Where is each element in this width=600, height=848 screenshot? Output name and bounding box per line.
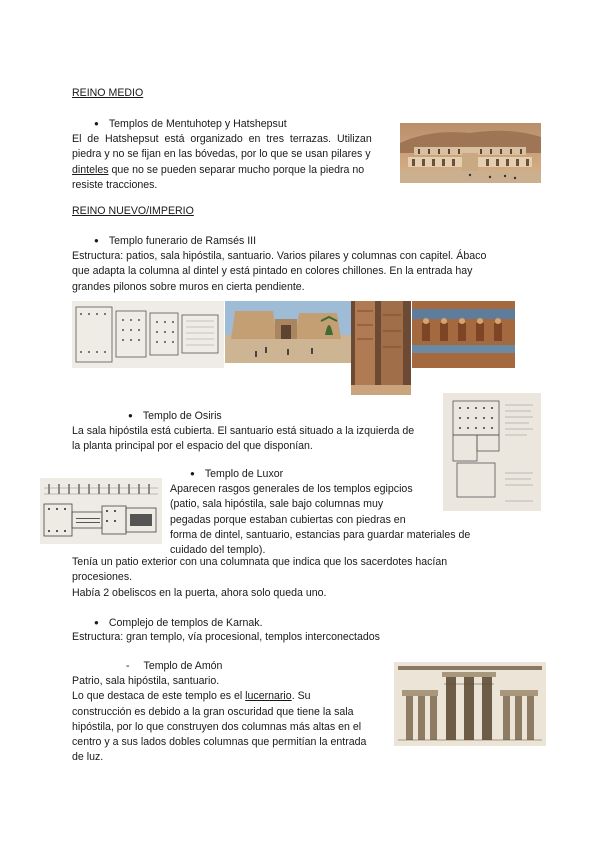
- text-line: Había 2 obeliscos en la puerta, ahora solo queda uno.: [72, 586, 327, 599]
- text-line: piedra y no se fijan en las bóvedas, por lo que se usan pilares y: [72, 148, 371, 161]
- text-fragment: Lo que destaca de este templo es el: [72, 690, 246, 703]
- bullet-mentuhotep-hatshepsut: [94, 117, 287, 132]
- text-line: Estructura: gran templo, vía procesional, templos interconectados: [72, 631, 380, 643]
- ramses-plan-drawing: [72, 301, 224, 368]
- dash-item-amon: [126, 659, 222, 674]
- bullet-luxor: [190, 467, 283, 482]
- paragraph-ramses: [72, 249, 542, 295]
- text-line: pegadas porque estaban cubiertas con piedras en: [170, 513, 406, 526]
- text-line: centro y a sus lados dobles columnas que permitían la entrada: [72, 736, 367, 749]
- bullet-label: Templo funerario de Ramsés III: [108, 235, 257, 247]
- text-line: cuidado del templo).: [170, 544, 266, 557]
- karnak-hypostyle-drawing: [394, 662, 546, 746]
- paragraph-luxor: [72, 555, 542, 601]
- text-line: (patio, sala hipóstila, sale bajo columnas muy: [170, 498, 384, 511]
- paragraph-karnak: [72, 630, 542, 645]
- text-line: la planta principal por el espacio del que disponían.: [72, 440, 313, 453]
- text-line: El de Hatshepsut está organizado en tres terrazas. Utilizan: [72, 133, 372, 145]
- text-fragment: . Su: [291, 690, 311, 703]
- text-line: que adapta la columna al dintel y está pintado en colores chillones. En la entrada hay: [72, 265, 473, 278]
- text-line: resiste tracciones.: [72, 178, 158, 191]
- text-line: Aparecen rasgos generales de los templos egipcios: [170, 483, 413, 495]
- dash-label: Templo de Amón: [143, 660, 223, 672]
- hatshepsut-temple-photo: [400, 123, 541, 183]
- heading-reino-nuevo: REINO NUEVO/IMPERIO: [72, 205, 194, 217]
- text-line: procesiones.: [72, 571, 133, 584]
- text-line: Patrio, sala hipóstila, santuario.: [72, 675, 220, 687]
- heading-reino-medio: REINO MEDIO: [72, 87, 144, 99]
- painted-columns-photo: [351, 301, 411, 395]
- bullet-karnak: [94, 616, 263, 631]
- bullet-ramses: [94, 234, 256, 249]
- bullet-label: Templo de Luxor: [204, 468, 284, 480]
- paragraph-hatshepsut: [72, 132, 392, 193]
- bullet-label: Templos de Mentuhotep y Hatshepsut: [108, 118, 287, 130]
- underlined-term-lucernario: lucernario: [245, 690, 292, 703]
- medinet-habu-pylon-photo: [225, 301, 351, 363]
- text-line: de luz.: [72, 751, 104, 764]
- paragraph-amon: [72, 674, 392, 766]
- paragraph-luxor-indented: [170, 482, 500, 558]
- text-line: construcción es debido a la gran oscuridad que tiene la sala: [72, 705, 354, 718]
- text-fragment: que no se pueden separar mucho porque la piedra no: [108, 163, 365, 176]
- text-line: grandes pilonos sobre muros en cierta pendiente.: [72, 280, 305, 293]
- painted-relief-photo: [412, 301, 515, 368]
- text-line: Estructura: patios, sala hipóstila, santuario. Varios pilares y columnas con capitel. Ábaco: [72, 250, 487, 262]
- paragraph-osiris: [72, 424, 442, 455]
- text-line: hipóstila, por lo que construyen dos columnas más altas en el: [72, 720, 362, 733]
- underlined-term-dinteles: dinteles: [72, 163, 109, 176]
- text-line: Tenía un patio exterior con una columnata que indica que los sacerdotes hacían: [72, 556, 448, 568]
- text-line: [72, 163, 392, 178]
- bullet-label: Complejo de templos de Karnak.: [108, 617, 263, 629]
- bullet-label: Templo de Osiris: [142, 410, 222, 422]
- luxor-plan-drawing: [40, 478, 162, 544]
- text-line: La sala hipóstila está cubierta. El santuario está situado a la izquierda de: [72, 425, 415, 437]
- text-line: forma de dintel, santuario, estancias para guardar materiales de: [170, 528, 471, 541]
- bullet-osiris: [128, 409, 222, 424]
- text-line: [72, 689, 392, 704]
